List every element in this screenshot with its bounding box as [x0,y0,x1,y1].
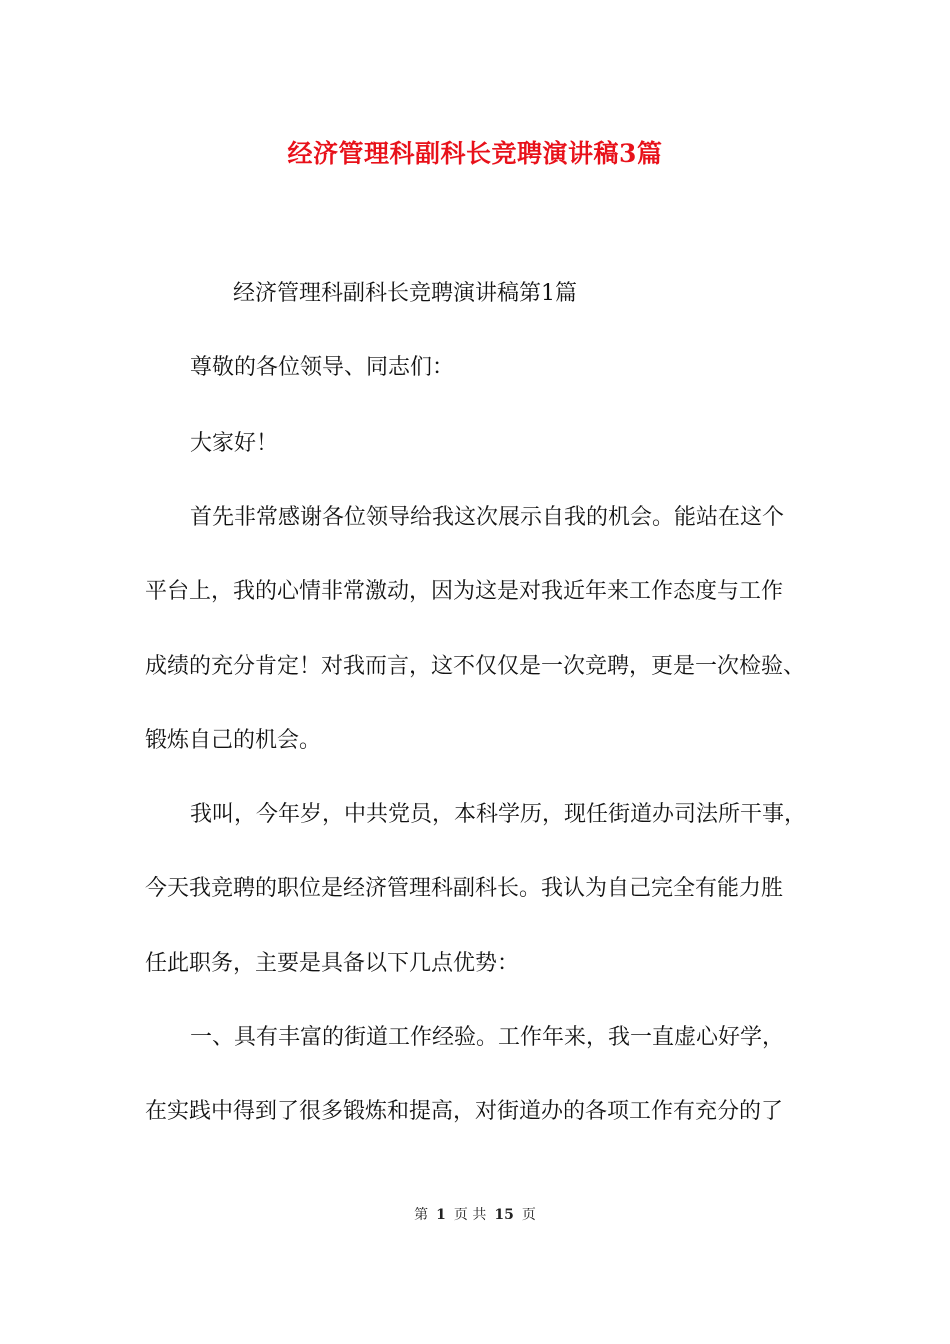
section-subtitle: 经济管理科副科长竞聘演讲稿第1篇 [233,281,577,306]
footer-suffix: 页 [521,1207,536,1223]
footer-middle: 页 共 [453,1207,487,1223]
paragraph-line: 一、具有丰富的街道工作经验。工作年来，我一直虚心好学， [190,1025,785,1050]
current-page-number: 1 [436,1207,446,1223]
paragraph-line: 锻炼自己的机会。 [145,728,322,753]
paragraph-line: 在实践中得到了很多锻炼和提高，对街道办的各项工作有充分的了 [145,1099,784,1124]
paragraph-line: 我叫，今年岁，中共党员，本科学历，现任街道办司法所干事， [190,802,807,827]
paragraph-line: 任此职务，主要是具备以下几点优势： [145,951,520,976]
footer-prefix: 第 [414,1207,429,1223]
total-page-count: 15 [494,1207,514,1223]
paragraph-line: 成绩的充分肯定！对我而言，这不仅仅是一次竞聘，更是一次检验、 [145,654,806,679]
page-title: 经济管理科副科长竞聘演讲稿3篇 [287,139,663,168]
paragraph-line: 平台上，我的心情非常激动，因为这是对我近年来工作态度与工作 [145,579,784,604]
paragraph-line: 大家好！ [190,431,279,456]
page-footer [0,1205,950,1225]
paragraph-line: 尊敬的各位领导、同志们： [190,355,455,380]
paragraph-line: 首先非常感谢各位领导给我这次展示自我的机会。能站在这个 [190,505,785,530]
paragraph-line: 今天我竞聘的职位是经济管理科副科长。我认为自己完全有能力胜 [145,876,784,901]
